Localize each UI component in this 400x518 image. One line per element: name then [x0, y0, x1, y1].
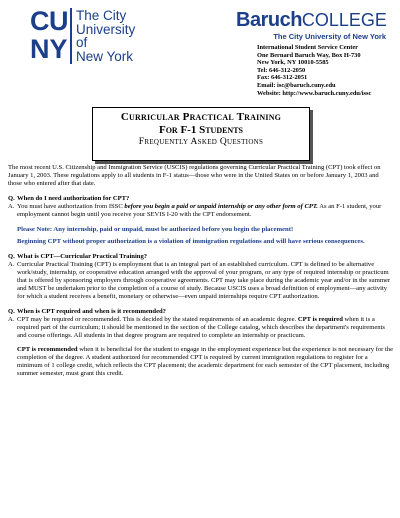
cuny-logo	[30, 8, 135, 64]
document-heading-faq: Frequently Asked Questions	[138, 137, 264, 147]
question	[8, 308, 394, 316]
cuny-logo-divider	[70, 8, 72, 64]
qa-required-recommended	[8, 308, 394, 378]
baruch-wordmark	[236, 10, 386, 30]
question-label: Q.	[8, 195, 15, 202]
answer-paragraph-2	[17, 346, 394, 378]
qa-what-is-cpt	[8, 253, 394, 301]
question-label: Q.	[8, 253, 15, 260]
cuny-letter-c: C	[30, 6, 50, 36]
answer-emphasis: before you begin a paid or unpaid internship or any other form of CPT.	[124, 203, 318, 210]
contact-office: International Student Service Center	[257, 44, 358, 51]
contact-website[interactable]: Website: http://www.baruch.cuny.edu/issc	[257, 89, 372, 97]
authorization-notice	[17, 226, 394, 246]
answer-text-part: As an F-1 student, your employment cannot begin until you receive your SEVIS I-20 with the CPT endorsement.	[17, 203, 382, 218]
answer-text-part: when it is a required part of the curriculum; it should be mentioned in the section of the College catalog, which describes the department's requirements and course offerings. All students in that degree program are required to complete an internship or practicum.	[17, 316, 385, 339]
cuny-name-line: University	[76, 21, 136, 37]
answer-text-part: CPT may be required or recommended. This is decided by the stated requirements of an academic degree.	[17, 316, 298, 323]
notice-line: Beginning CPT without proper authorization is a violation of immigration regulations and will have serious consequences.	[17, 238, 365, 245]
contact-address: One Bernard Baruch Way, Box H-730	[257, 51, 361, 59]
document-subtitle: For F-1 Students	[158, 124, 243, 136]
cuny-letter-u: U	[49, 6, 69, 36]
answer-text	[17, 316, 394, 340]
baruch-logo	[236, 10, 386, 41]
answer-label: A.	[8, 316, 15, 323]
cuny-name-line: of	[76, 35, 88, 50]
answer	[8, 261, 394, 301]
answer-emphasis: CPT is recommended	[17, 346, 78, 353]
cuny-name-line: New York	[76, 48, 134, 64]
baruch-subtitle: The City University of New York	[273, 32, 386, 41]
intro-paragraph: The most recent U.S. Citizenship and Immigration Service (USCIS) regulations governing Curricular Practical Training (CPT) took effect on January 1, 2003. These regulations apply to all students in F-1 status—those who were in the United States on or before January 1, 2003 and those who entered after that date.	[8, 164, 381, 187]
contact-fax: Fax: 646-312-2051	[257, 74, 308, 82]
document-title: Curricular Practical Training	[120, 111, 282, 123]
answer-text-part: when it is beneficial for the student to engage in the employment experience but the experience is not necessary for the completion of the degree. A student authorized for recommended CPT is required by current immigration regulations to register for a minimum of 1 college credit, which reflects the CPT placement; the academic department for each semester of the CPT placement, including summer semester, must grant this credit.	[17, 346, 394, 377]
contact-tel: Tel: 646-312-2050	[257, 66, 306, 74]
cuny-letter-y: Y	[49, 34, 68, 64]
question	[8, 253, 394, 261]
contact-city: New York, NY 10010-5585	[257, 59, 329, 67]
answer	[8, 203, 394, 219]
question-text: When is CPT required and when is it recommended?	[17, 308, 166, 315]
question-text: What is CPT—Curricular Practical Training?	[17, 253, 148, 260]
baruch-name: Baruch	[236, 9, 302, 31]
contact-block	[257, 44, 371, 97]
contact-email[interactable]: Email: isc@baruch.cuny.edu	[257, 81, 336, 89]
answer-label: A.	[8, 261, 15, 268]
document-body	[8, 164, 394, 385]
answer-text	[17, 203, 394, 219]
answer-text: Curricular Practical Training (CPT) is employment that is an integral part of an established curriculum. CPT is defined to be alternative work/study, internship, or cooperative education arranged with the approval of your program, or any type of required internship or practicum that is offered by sponsoring employers through cooperative agreements. CPT may take place during the academic year and/or in the summer and MUST be undertaken prior to the completion of a course of study. Because USCIS uses a broad definition of employment—any activity for which a student receives a benefit, monetary or otherwise—even unpaid internships require CPT authorization.	[17, 261, 391, 300]
baruch-college: COLLEGE	[301, 10, 387, 30]
question-label: Q.	[8, 308, 15, 315]
answer-label: A.	[8, 203, 15, 210]
qa-authorization	[8, 195, 394, 219]
title-box	[92, 107, 310, 161]
cuny-name	[76, 9, 135, 63]
answer	[8, 316, 394, 340]
cuny-monogram	[30, 8, 68, 64]
answer-text-part: You must have authorization from ISSC	[17, 203, 125, 210]
answer-emphasis: CPT is required	[297, 316, 343, 323]
question-text: When do I need authorization for CPT?	[17, 195, 130, 202]
cuny-name-line: The City	[76, 8, 127, 23]
notice-line: Please Note: Any internship, paid or unpaid, must be authorized before you begin the placement!	[17, 226, 294, 233]
question	[8, 195, 394, 203]
cuny-letter-n: N	[30, 34, 50, 64]
